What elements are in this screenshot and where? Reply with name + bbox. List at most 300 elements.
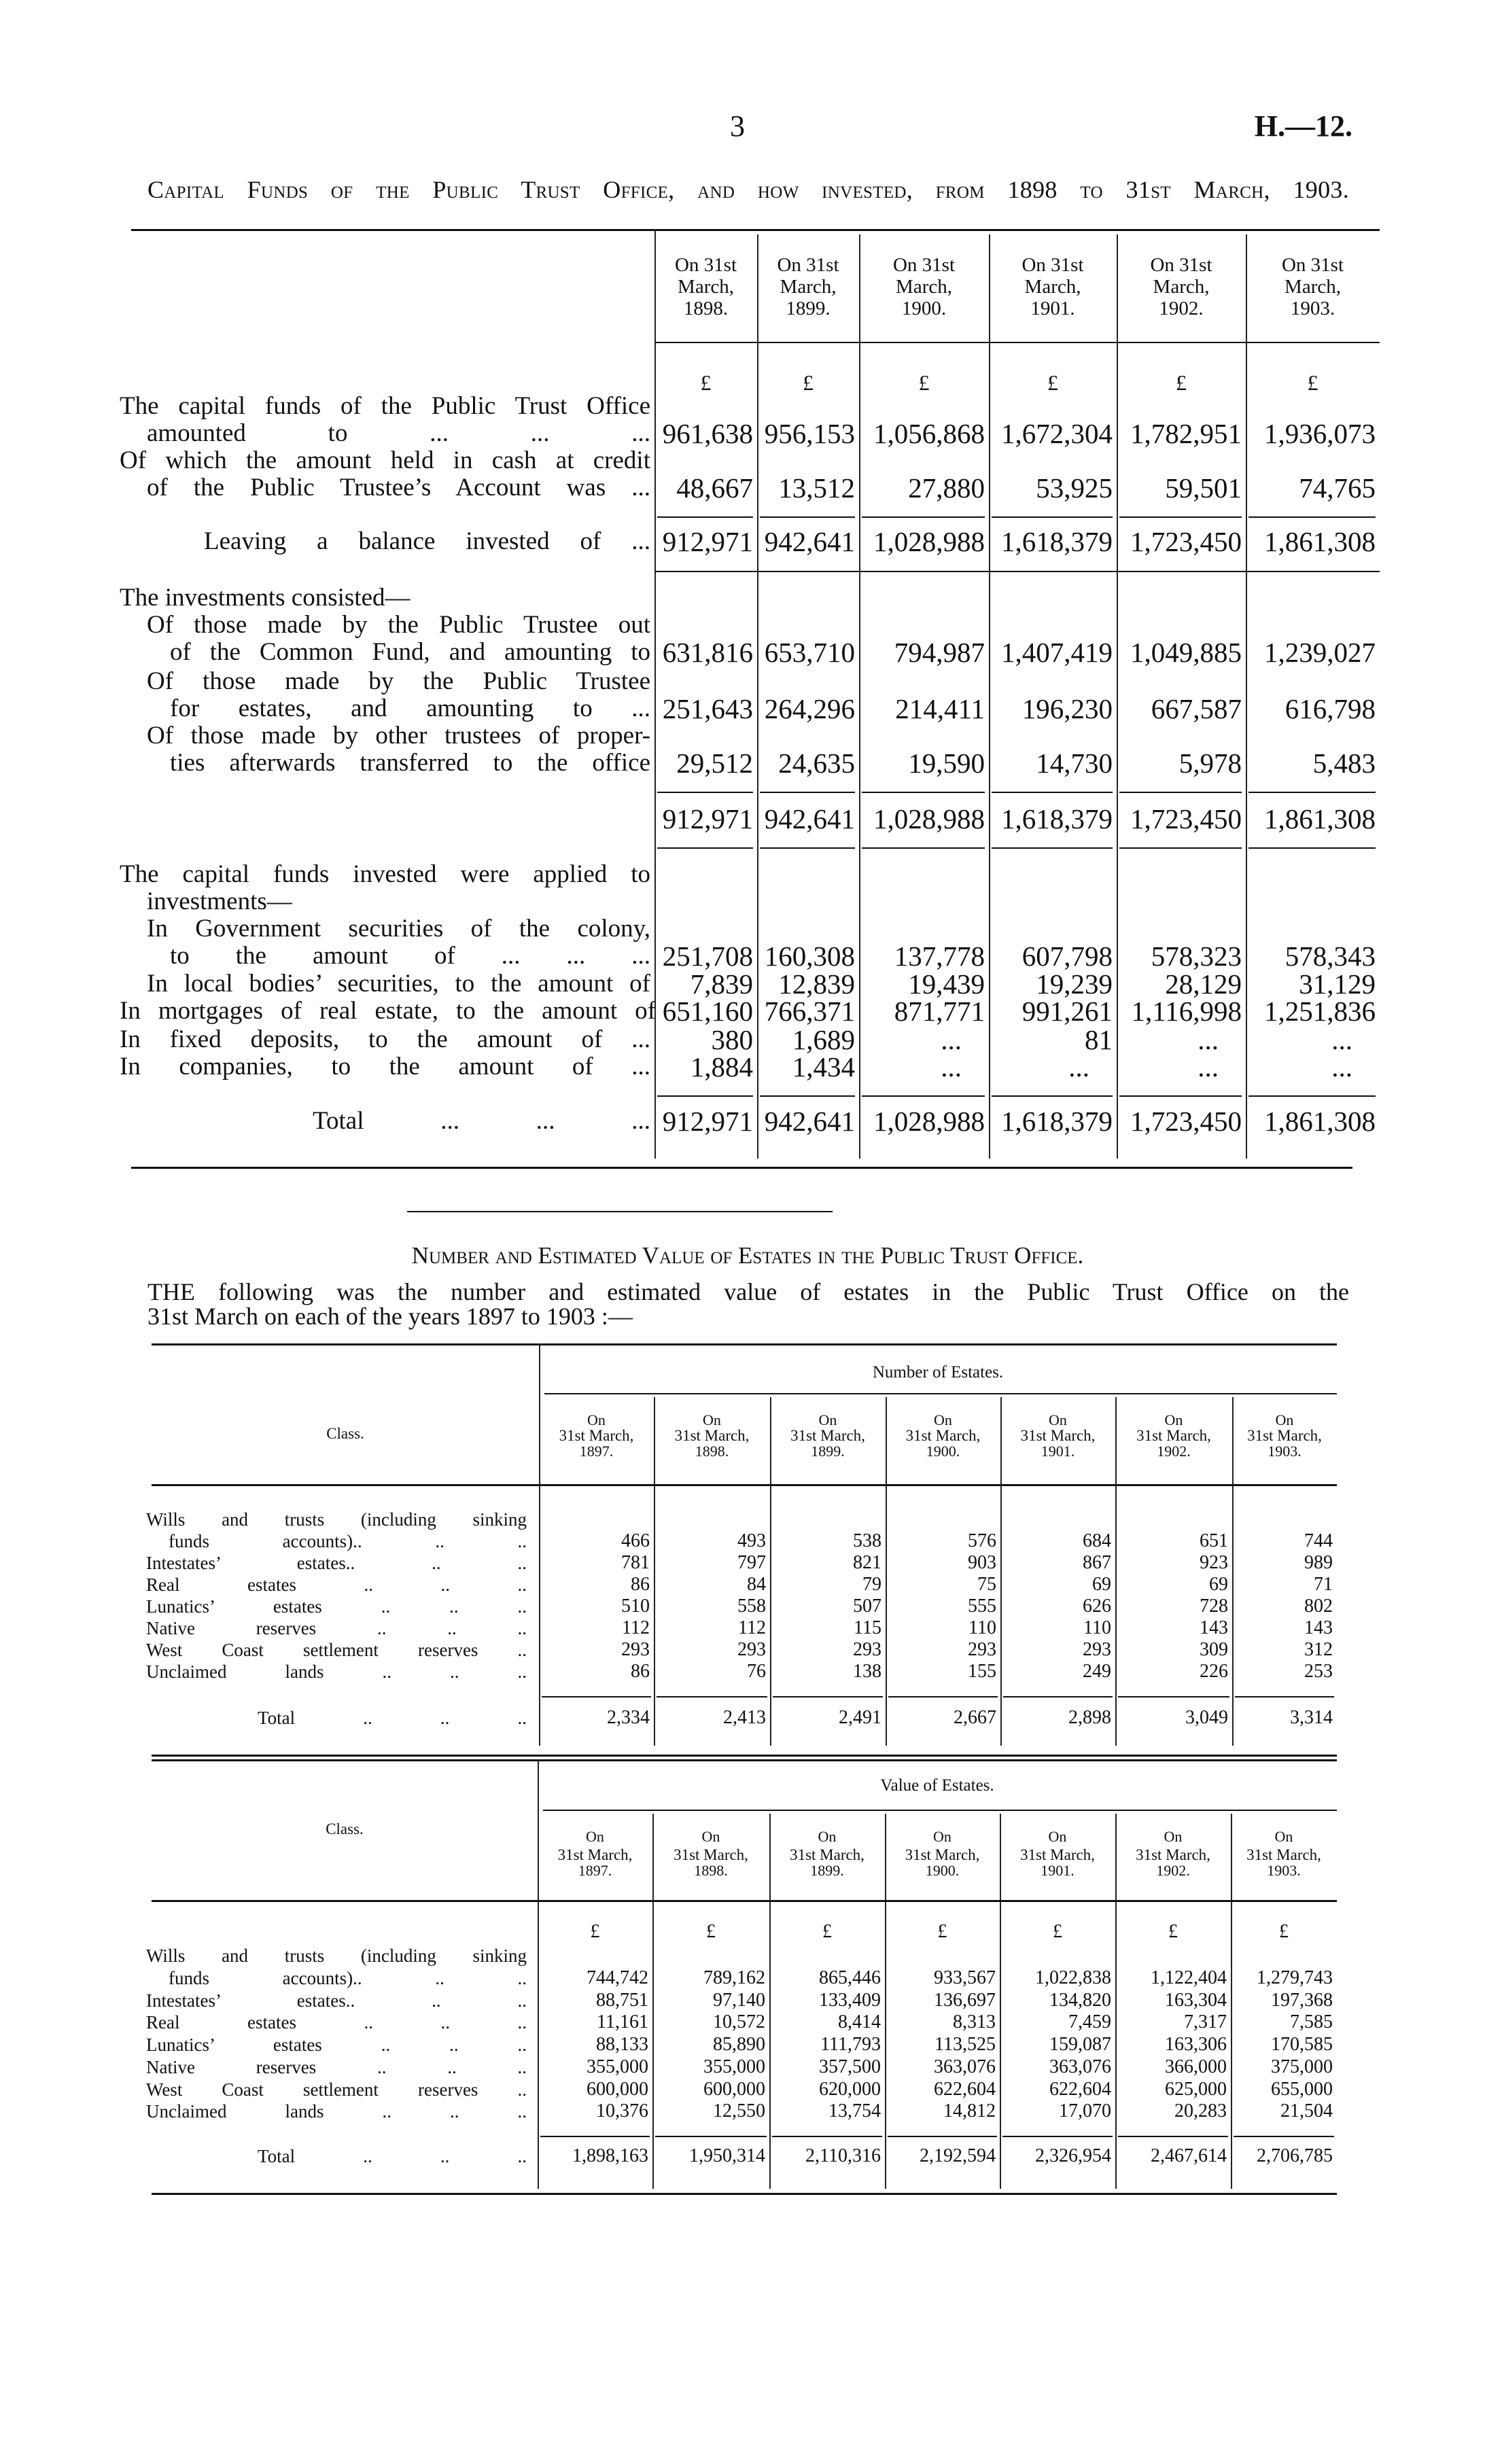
table3-column-header: On [1274,1828,1293,1845]
table2-column-header: 1898. [695,1443,729,1460]
table3-total-value: 2,706,785 [1257,2145,1333,2166]
table2-row-value: 71 [1314,1574,1333,1595]
table3-row-value: 133,409 [819,1989,881,2011]
table3-total-value: 2,110,316 [805,2145,881,2166]
sum-rule [760,847,855,849]
table1-row-label: Of which the amount held in cash at credit [120,446,650,474]
table2-column-header: 31st March, [1020,1427,1096,1444]
currency-symbol: £ [937,1921,947,1942]
table1-column-header: On 31st [892,253,956,276]
table2-row-value: 110 [968,1617,996,1638]
table1-row-value: 137,778 [894,940,985,972]
table2-row-label: Real estates .. .. .. [146,1574,527,1595]
table3-row-value: 865,446 [819,1967,881,1988]
table3-header-rule [152,1900,1337,1902]
sum-rule [540,2136,650,2137]
table2-column-header: On [703,1411,721,1428]
table2-column-header: 1899. [811,1443,845,1460]
table3-row-value: 7,317 [1184,2011,1227,2033]
sum-rule [1235,1696,1334,1697]
table1-row-value: 251,708 [662,940,753,972]
sum-rule [1119,1095,1242,1097]
table2-row-value: 69 [1092,1574,1111,1595]
table1-row-value: 616,798 [1285,692,1376,724]
table2-row-value: 797 [737,1552,766,1573]
table3-row-value: 625,000 [1165,2078,1227,2100]
table3-class-header: Class. [326,1820,364,1837]
table1-column-header: 1898. [683,297,729,319]
sum-rule [657,792,753,793]
table1-column-header: 1902. [1159,297,1204,319]
table3-column-header: 1901. [1041,1862,1075,1879]
table2-row-value: 802 [1304,1596,1333,1617]
currency-symbol: £ [590,1921,600,1942]
table2-row-value: 744 [1304,1530,1333,1551]
table2-row-value: 923 [1200,1552,1228,1573]
table2-row-label: West Coast settlement reserves .. [146,1640,527,1660]
table3-row-value: 375,000 [1271,2056,1333,2077]
table3-column-header: 31st March, [1020,1846,1095,1863]
table1-row-value: 578,343 [1285,940,1376,972]
table1-row-value: 1,861,308 [1264,525,1376,557]
table3-column-header: On [586,1828,604,1845]
table3-row-label: West Coast settlement reserves .. [146,2079,527,2100]
table2-row-value: 309 [1200,1639,1228,1660]
table1-row-label: The capital funds of the Public Trust Office [120,392,650,420]
table1-row-value: ... [1198,1051,1219,1083]
table1-row-value: 160,308 [764,940,855,972]
table3-row-value: 600,000 [703,2078,765,2100]
table2-row-value: 226 [1200,1661,1228,1682]
table2-row-value: 555 [968,1596,996,1617]
table2-row-value: 249 [1083,1661,1111,1682]
table3-row-value: 7,585 [1290,2011,1333,2033]
table2-row-value: 684 [1083,1530,1111,1551]
table1-row-value: 1,116,998 [1131,995,1242,1027]
table1-row-value: ... [1331,1023,1352,1055]
table1-column-header: On 31st [777,253,839,276]
table1-row-value: ... [941,1051,962,1083]
table1-row-value: 1,028,988 [873,1105,985,1137]
table2-column-header: 31st March, [1136,1427,1211,1444]
table3-column-header: On [818,1828,837,1845]
table1-row-value: 380 [711,1023,753,1055]
table3-column-header: 1902. [1156,1862,1190,1879]
table1-row-value: 766,371 [764,995,855,1027]
table3-row-value: 163,304 [1165,1989,1227,2011]
table1-row-value: 1,618,379 [1001,1105,1113,1137]
table3-row-value: 113,525 [934,2034,996,2056]
table3-row-value: 88,133 [596,2034,648,2056]
table1-column-header: On 31st [674,253,737,276]
table2-column-header: On [818,1411,837,1428]
table3-row-value: 21,504 [1280,2100,1333,2122]
table1-row-label: Of those made by other trustees of proper- [147,722,650,750]
table1-row-value: 5,483 [1312,747,1376,779]
table1-row-value: ... [941,1023,962,1055]
currency-symbol: £ [706,1921,716,1942]
table3-row-value: 170,585 [1271,2034,1333,2056]
sum-rule [862,1095,985,1097]
table1-row-value: 1,723,450 [1130,803,1242,834]
table1-row-value: 14,730 [1036,747,1113,779]
table3-row-value: 744,742 [587,1967,648,1988]
table3-row-value: 159,087 [1049,2034,1111,2056]
document-reference: H.—12. [1254,109,1352,143]
table2-group-header: Number of Estates. [872,1363,1004,1381]
table1-row-value: 1,936,073 [1264,417,1376,449]
table1-row-value: 871,771 [894,995,985,1027]
table1-row-value: 1,723,450 [1130,1105,1242,1137]
table1-row-value: 1,884 [690,1051,753,1083]
table1-column-header: March, [1153,275,1210,298]
table2-row-label: funds accounts).. .. .. [169,1531,527,1551]
table1-row-value: 74,765 [1299,472,1376,504]
table1-row-value: 942,641 [764,525,855,557]
table1-column-header: On 31st [1150,253,1212,276]
table2-row-value: 79 [862,1574,881,1595]
table3-row-value: 1,022,838 [1035,1967,1111,1988]
table3-column-header: 1900. [925,1862,960,1879]
sum-rule [1248,516,1376,518]
table1-row-value: 19,439 [908,968,985,1000]
sum-rule [657,1095,753,1097]
table2-row-value: 69 [1209,1574,1228,1595]
table1-row-label: In Government securities of the colony, [147,915,650,943]
section-separator [407,1211,833,1212]
table3-total-value: 1,898,163 [572,2145,648,2166]
table2-row-label: Lunatics’ estates .. .. .. [146,1596,527,1617]
table3-row-value: 197,368 [1271,1989,1333,2011]
sum-rule [888,1696,998,1697]
sum-rule [760,1095,855,1097]
table1-column-header: On 31st [1021,253,1084,276]
table3-row-value: 355,000 [587,2056,648,2077]
table2-column-header: 31st March, [1247,1427,1322,1444]
table2-row-value: 576 [968,1530,996,1551]
table2-row-value: 253 [1304,1661,1333,1682]
table1-row-label: Of those made by the Public Trustee out [147,611,650,639]
table2-top-rule [152,1343,1337,1345]
table2-row-value: 155 [968,1661,996,1682]
table1-row-label: amounted to ... ... ... [147,419,650,447]
table2-total-value: 2,898 [1068,1707,1111,1728]
table1-column-header: March, [896,275,952,298]
table3-group-rule [543,1810,1337,1811]
table3-row-value: 363,076 [1049,2056,1111,2077]
table3-total-value: 2,326,954 [1035,2145,1111,2166]
sum-rule [1234,2136,1334,2137]
table1-row-label: In local bodies’ securities, to the amount of [147,970,650,998]
sum-rule [760,792,855,793]
currency-symbol: £ [1168,1921,1178,1942]
table1-row-value: 13,512 [778,472,855,504]
table2-total-value: 2,491 [839,1707,881,1728]
table1-row-value: ... [1331,1051,1352,1083]
table3-row-value: 163,306 [1165,2034,1227,2056]
table1-column-header: On 31st [1281,253,1344,276]
table1-row-value: 607,798 [1021,940,1113,972]
table1-row-label: to the amount of ... ... ... [170,942,650,970]
table2-row-value: 112 [622,1617,650,1638]
table3-column-header: 1903. [1267,1862,1301,1879]
table3-column-header: 31st March, [905,1846,980,1863]
table2-row-value: 626 [1083,1596,1111,1617]
sum-rule [862,516,985,518]
table2-column-header: 31st March, [559,1427,634,1444]
table2-column-header: 1901. [1041,1443,1075,1460]
table3-group-header: Value of Estates. [880,1776,994,1795]
intro-paragraph-line-2: 31st March on each of the years 1897 to 1903 :— [147,1303,633,1330]
table1-row-value: 251,643 [662,692,753,724]
table2-row-value: 84 [747,1574,766,1595]
sum-rule [888,2136,997,2137]
sum-rule [992,516,1113,518]
table2-row-value: 293 [737,1639,766,1660]
table1-row-label: Of those made by the Public Trustee [147,667,650,695]
table3-row-label: Unclaimed lands .. .. .. [146,2101,527,2122]
table3-row-value: 10,572 [713,2011,765,2033]
table1-row-value: 196,230 [1021,692,1113,724]
table2-row-value: 86 [631,1574,650,1595]
table2-row-value: 293 [853,1639,881,1660]
table1-row-value: 28,129 [1165,968,1242,1000]
table1-row-label: The investments consisted— [120,584,410,612]
table2-total-value: 3,049 [1185,1707,1228,1728]
table2-row-value: 728 [1200,1596,1228,1617]
table3-row-value: 655,000 [1271,2078,1333,2100]
table1-row-label: In mortgages of real estate, to the amount of [120,997,656,1025]
table2-row-value: 293 [621,1639,650,1660]
table3-row-value: 600,000 [587,2078,648,2100]
table2-row-value: 867 [1083,1552,1111,1573]
table1-top-rule [131,229,1380,231]
table3-row-label: Intestates’ estates.. .. .. [146,1990,527,2011]
table2-column-header: On [1164,1411,1183,1428]
table3-column-header: 31st March, [557,1846,633,1863]
table3-row-label: Lunatics’ estates .. .. .. [146,2035,527,2056]
table3-row-value: 20,283 [1174,2100,1227,2122]
table2-row-label: Intestates’ estates.. .. .. [146,1553,527,1573]
table2-row-label: Unclaimed lands .. .. .. [146,1661,527,1682]
table3-row-value: 8,313 [953,2011,996,2033]
currency-symbol: £ [1279,1921,1289,1942]
table1-row-value: 912,971 [662,525,753,557]
table3-row-value: 1,279,743 [1257,1967,1333,1988]
table1-column-header: March, [1024,275,1081,298]
table1-row-label: for estates, and amounting to ... [170,694,650,722]
sum-rule [772,2136,882,2137]
table1-column-header: March, [678,275,734,298]
currency-symbol: £ [918,370,930,395]
table1-column-header: 1901. [1030,297,1075,319]
table1-row-value: 912,971 [662,1105,753,1137]
table3-row-value: 13,754 [828,2100,881,2122]
table1-row-value: ... [1068,1051,1089,1083]
table1-row-value: 53,925 [1036,472,1113,504]
table1-column-header: 1900. [901,297,947,319]
table1-row-value: 7,839 [690,968,753,1000]
table3-row-value: 10,376 [596,2100,648,2122]
sum-rule [1003,1696,1113,1697]
table2-column-header: 1897. [579,1443,614,1460]
table2-row-value: 558 [737,1596,766,1617]
table2-row-value: 821 [853,1552,881,1573]
sum-rule [1002,2136,1113,2137]
table3-row-value: 97,140 [713,1989,765,2011]
table3-column-header: 1897. [578,1862,612,1879]
table1-row-label: In fixed deposits, to the amount of ... [120,1025,650,1053]
table1-row-value: 29,512 [676,747,753,779]
table1-bottom-rule [131,1167,1352,1169]
sum-rule [1119,516,1242,518]
sum-rule [657,1696,767,1697]
table2-column-header: 31st March, [674,1427,750,1444]
table3-row-value: 622,604 [1049,2078,1111,2100]
table2-column-header: On [1049,1411,1067,1428]
table2-total-value: 2,334 [607,1707,650,1728]
table3-row-value: 7,459 [1068,2011,1111,2033]
table3-row-value: 17,070 [1059,2100,1111,2122]
table3-row-value: 11,161 [597,2011,648,2033]
table2-row-value: 75 [977,1574,996,1595]
table1-row-value: 48,667 [676,472,753,504]
table3-row-value: 85,890 [713,2034,765,2056]
table2-total-value: 2,667 [954,1707,996,1728]
table3-row-value: 357,500 [819,2056,881,2077]
table1-row-value: 27,880 [908,472,985,504]
table2-row-value: 115 [854,1617,881,1638]
currency-symbol: £ [822,1921,832,1942]
table1-column-header: 1899. [786,297,831,319]
table1-row-value: 631,816 [662,636,753,668]
table1-column-header: March, [780,275,837,298]
sum-rule [1248,792,1376,793]
table2-row-value: 110 [1083,1617,1111,1638]
table1-row-label: Total ... ... ... [313,1107,650,1135]
table1-row-value: 667,587 [1151,692,1242,724]
table1-row-value: 1,028,988 [873,525,985,557]
table1-row-value: 1,723,450 [1130,525,1242,557]
table3-bottom-rule [152,2193,1337,2195]
table2-header-rule [152,1484,1337,1486]
table3-total-value: 2,192,594 [920,2145,996,2166]
table2-row-value: 86 [631,1661,650,1682]
table2-row-value: 293 [968,1639,996,1660]
table2-row-value: 651 [1200,1530,1228,1551]
table2-row-value: 989 [1304,1552,1333,1573]
table3-row-value: 88,751 [596,1989,648,2011]
table2-row-value: 510 [621,1596,650,1617]
sum-rule [992,792,1113,793]
table3-column-header: 31st March, [790,1846,864,1863]
table2-row-value: 143 [1200,1617,1228,1638]
table1-row-value: 19,590 [908,747,985,779]
table2-total-value: 3,314 [1290,1707,1333,1728]
table2-class-header: Class. [326,1425,364,1442]
table2-row-value: 76 [747,1661,766,1682]
table3-column-header: 31st March, [674,1846,748,1863]
table2-column-header: 1903. [1268,1443,1301,1460]
table1-row-value: 1,689 [792,1023,855,1055]
table2-row-value: 112 [738,1617,766,1638]
table3-row-value: 14,812 [943,2100,996,2122]
table1-row-value: 59,501 [1165,472,1242,504]
table1-column-header: 1903. [1290,297,1335,319]
table2-row-value: 538 [853,1530,881,1551]
table3-row-value: 620,000 [819,2078,881,2100]
table2-column-header: On [587,1411,606,1428]
table3-row-value: 355,000 [703,2056,765,2077]
table1-column-header: March, [1285,275,1341,298]
sum-rule [1118,1696,1229,1697]
sum-rule [773,1696,883,1697]
table1-row-value: 1,782,951 [1130,417,1242,449]
table1-row-label: In companies, to the amount of ... [120,1053,650,1080]
table2-row-value: 312 [1304,1639,1333,1660]
table1-row-value: 1,028,988 [873,803,985,834]
table1-row-value: 578,323 [1151,940,1242,972]
table2-column-header: On [1275,1411,1294,1428]
table3-column-header: On [701,1828,720,1845]
table2-row-value: 466 [621,1530,650,1551]
table3-row-label: Wills and trusts (including sinking [146,1946,527,1967]
table3-column-header: On [1164,1828,1183,1845]
intro-paragraph-line-1: THE following was the number and estimated value of estates in the Public Trust Office on the [147,1278,1349,1305]
currency-symbol: £ [1047,370,1058,395]
table3-row-value: 789,162 [703,1967,765,1988]
table1-row-value: 31,129 [1299,968,1376,1000]
table2-column-header: 31st March, [790,1427,865,1444]
table1-row-value: 956,153 [764,417,855,449]
table3-row-value: 1,122,404 [1151,1967,1227,1988]
table1-row-label: of the Public Trustee’s Account was ... [147,474,650,501]
sum-rule [992,1095,1113,1097]
sum-rule [862,792,985,793]
table3-row-label: Native reserves .. .. .. [146,2056,527,2077]
table1-row-value: 651,160 [662,995,753,1027]
table2-row-value: 903 [968,1552,996,1573]
table1-row-value: 1,407,419 [1001,636,1113,668]
table3-row-value: 622,604 [934,2078,996,2100]
table2-row-label: Wills and trusts (including sinking [146,1509,527,1530]
table1-row-value: 24,635 [778,747,855,779]
table1-row-label: of the Common Fund, and amounting to [170,638,650,666]
table2-total-value: 2,413 [723,1707,766,1728]
sum-rule [542,1696,651,1697]
sum-rule [992,847,1113,849]
currency-symbol: £ [1053,1921,1062,1942]
table1-row-value: ... [1198,1023,1219,1055]
table3-row-value: 136,697 [934,1989,996,2011]
sum-rule [657,516,753,518]
table1-row-value: 1,618,379 [1001,525,1113,557]
table1-row-value: 961,638 [662,417,753,449]
table1-row-value: 942,641 [764,803,855,834]
table1-header-rule [654,342,1380,343]
sum-rule [862,847,985,849]
sum-rule [657,847,753,849]
table1-row-value: 794,987 [894,636,985,668]
currency-symbol: £ [1307,370,1318,395]
sum-rule [655,2136,767,2137]
table3-top-rule [152,1759,1337,1761]
sum-rule [1119,847,1242,849]
table2-column-header: 1902. [1157,1443,1191,1460]
table2-row-label: Native reserves .. .. .. [146,1618,527,1638]
table3-row-label: Real estates .. .. .. [146,2012,527,2033]
table1-row-value: 1,251,836 [1264,995,1376,1027]
